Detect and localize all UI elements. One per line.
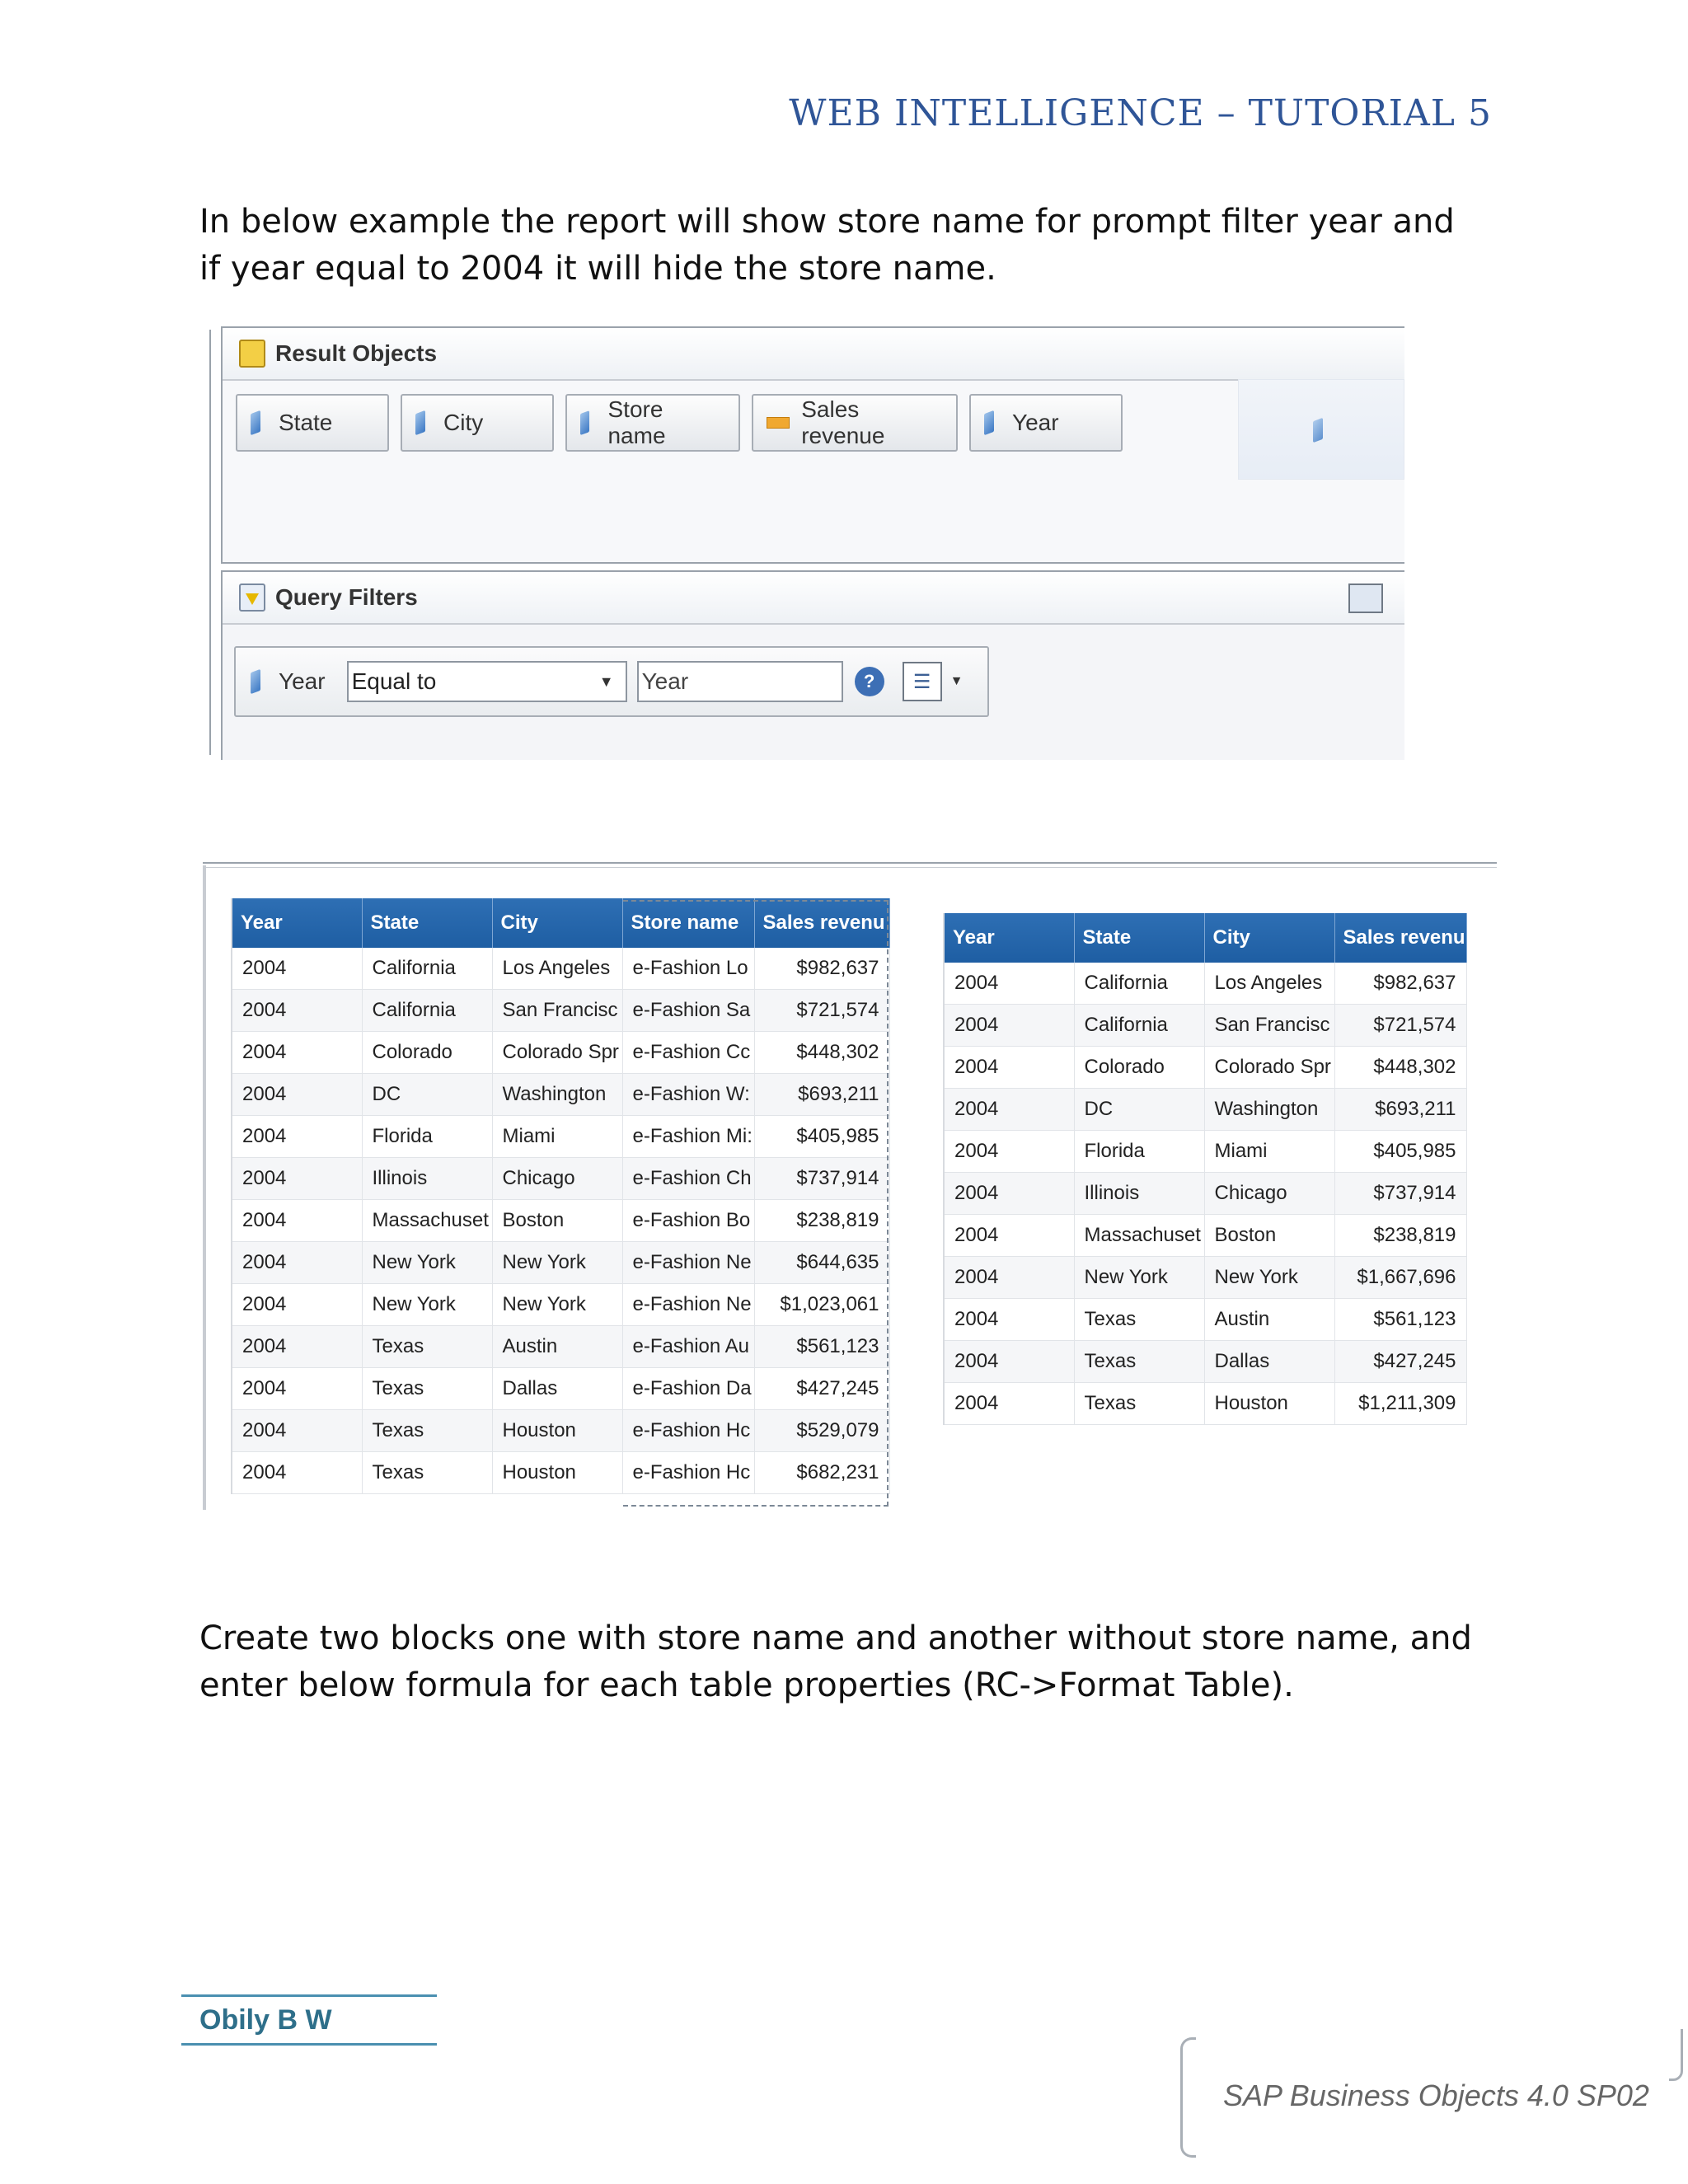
table-cell: 2004: [232, 1368, 362, 1410]
table-cell: $737,914: [754, 1158, 889, 1200]
query-filters-title: Query Filters: [275, 584, 418, 610]
table-cell: Florida: [1074, 1131, 1204, 1173]
filter-operand-value: Year: [641, 668, 689, 694]
result-objects-title: Result Objects: [275, 340, 438, 366]
table-cell: 2004: [232, 1452, 362, 1494]
table-row: [944, 1383, 1466, 1425]
table-cell: Texas: [362, 1452, 492, 1494]
dimension-icon: [580, 410, 589, 435]
table-cell: Dallas: [1204, 1341, 1334, 1383]
bracket-left: [1180, 2037, 1196, 2158]
table-cell: Massachuset: [362, 1200, 492, 1242]
table-cell: Los Angeles: [1204, 963, 1334, 1005]
table-cell: 2004: [944, 1341, 1074, 1383]
footer-product-box: [1180, 2029, 1685, 2161]
intro-paragraph: In below example the report will show store name for prompt filter year and if year equal to 2004 it will hide the store name.: [199, 203, 1455, 288]
result-objects-header: [223, 328, 1404, 381]
table-cell: 2004: [232, 1074, 362, 1116]
result-objects-icon: [239, 340, 265, 368]
dimension-icon: [1313, 418, 1323, 443]
table-cell: Houston: [1204, 1383, 1334, 1425]
table-cell: $1,667,696: [1334, 1257, 1466, 1299]
document-header-title: WEB INTELLIGENCE – TUTORIAL 5: [789, 92, 1492, 134]
query-panel-screenshot: [206, 326, 1403, 758]
column-header[interactable]: Sales revenu: [754, 898, 889, 948]
table-cell: $448,302: [754, 1032, 889, 1074]
result-object-label: Sales revenue: [801, 396, 885, 448]
table-cell: 2004: [944, 1215, 1074, 1257]
table-cell: Colorado: [1074, 1047, 1204, 1089]
table-row: [944, 1089, 1466, 1131]
table-cell: Miami: [492, 1116, 622, 1158]
table-cell: Houston: [492, 1410, 622, 1452]
table-cell: Miami: [1204, 1131, 1334, 1173]
dimension-icon: [415, 410, 425, 435]
table-cell: $982,637: [754, 948, 889, 990]
table-cell: Houston: [492, 1452, 622, 1494]
table-cell: e-Fashion Da: [622, 1368, 754, 1410]
table-cell: 2004: [944, 1047, 1074, 1089]
table-cell: $427,245: [1334, 1341, 1466, 1383]
query-filters-header: [223, 572, 1404, 625]
table-cell: Texas: [1074, 1383, 1204, 1425]
prompt-icon[interactable]: ?: [855, 667, 884, 696]
table-cell: $561,123: [754, 1326, 889, 1368]
result-object-store-name[interactable]: [565, 394, 740, 452]
table-cell: New York: [1204, 1257, 1334, 1299]
table-cell: e-Fashion W:: [622, 1074, 754, 1116]
table-cell: Austin: [1204, 1299, 1334, 1341]
chevron-down-icon[interactable]: ▼: [950, 674, 964, 688]
table-cell: New York: [362, 1242, 492, 1284]
table-row: [944, 1131, 1466, 1173]
result-object-city[interactable]: [401, 394, 554, 452]
result-objects-list: [236, 394, 1123, 452]
dimension-icon: [251, 669, 260, 694]
table-cell: $238,819: [1334, 1215, 1466, 1257]
table-cell: Massachuset: [1074, 1215, 1204, 1257]
table-cell: Dallas: [492, 1368, 622, 1410]
table-cell: $427,245: [754, 1368, 889, 1410]
table-cell: Texas: [362, 1326, 492, 1368]
measure-icon: [767, 417, 790, 429]
table-cell: 2004: [232, 1242, 362, 1284]
table-cell: Florida: [362, 1116, 492, 1158]
table-cell: $561,123: [1334, 1299, 1466, 1341]
table-cell: $682,231: [754, 1452, 889, 1494]
table-cell: $1,023,061: [754, 1284, 889, 1326]
column-header[interactable]: Sales revenu: [1334, 913, 1466, 963]
result-object-label: Year: [1012, 410, 1059, 435]
column-header[interactable]: City: [492, 898, 622, 948]
table-cell: e-Fashion Au: [622, 1326, 754, 1368]
table-cell: e-Fashion Lo: [622, 948, 754, 990]
table-cell: $405,985: [754, 1116, 889, 1158]
table-cell: 2004: [944, 1005, 1074, 1047]
table-cell: e-Fashion Hc: [622, 1452, 754, 1494]
filter-operator-value: Equal to: [351, 668, 437, 694]
table-row: [944, 1299, 1466, 1341]
table-cell: Washington: [1204, 1089, 1334, 1131]
dimension-icon: [984, 410, 994, 435]
table-cell: 2004: [232, 990, 362, 1032]
table-cell: e-Fashion Sa: [622, 990, 754, 1032]
result-object-label: Store name: [607, 396, 666, 448]
drag-ghost-object: [1238, 379, 1404, 480]
table-cell: Colorado: [362, 1032, 492, 1074]
table-cell: 2004: [232, 1284, 362, 1326]
table-cell: $982,637: [1334, 963, 1466, 1005]
table-cell: 2004: [232, 948, 362, 990]
table-cell: Chicago: [492, 1158, 622, 1200]
column-header[interactable]: Store name: [622, 898, 754, 948]
table-cell: e-Fashion Bo: [622, 1200, 754, 1242]
table-cell: California: [362, 990, 492, 1032]
table-cell: $644,635: [754, 1242, 889, 1284]
selected-columns-outline: [623, 900, 889, 1507]
panel-rail: [209, 330, 218, 755]
table-cell: 2004: [232, 1200, 362, 1242]
table-cell: 2004: [944, 1257, 1074, 1299]
table-cell: Texas: [1074, 1299, 1204, 1341]
value-list-icon[interactable]: ☰: [903, 662, 942, 701]
table-cell: New York: [492, 1284, 622, 1326]
table-cell: 2004: [232, 1410, 362, 1452]
filter-properties-icon[interactable]: [1348, 583, 1383, 613]
table-cell: $721,574: [1334, 1005, 1466, 1047]
table-cell: e-Fashion Ne: [622, 1242, 754, 1284]
table-cell: 2004: [944, 1173, 1074, 1215]
dimension-icon: [251, 410, 260, 435]
table-cell: $529,079: [754, 1410, 889, 1452]
table-cell: 2004: [232, 1158, 362, 1200]
table-row: [944, 1215, 1466, 1257]
table-cell: $721,574: [754, 990, 889, 1032]
chevron-down-icon: ▼: [598, 673, 614, 690]
table-cell: Colorado Spr: [492, 1032, 622, 1074]
instruction-paragraph: Create two blocks one with store name and another without store name, and enter below formula for each table properties (RC->Format Table).: [199, 1619, 1472, 1704]
table-cell: e-Fashion Hc: [622, 1410, 754, 1452]
table-cell: California: [362, 948, 492, 990]
table-cell: 2004: [232, 1032, 362, 1074]
table-cell: Illinois: [1074, 1173, 1204, 1215]
footer-author: Obily B W: [181, 1994, 437, 2046]
query-filters-pane: [221, 570, 1404, 760]
filter-object-label: Year: [279, 668, 326, 694]
query-filter-row: [234, 646, 989, 717]
column-header[interactable]: City: [1204, 913, 1334, 963]
table-cell: e-Fashion Mi:: [622, 1116, 754, 1158]
table-row: [944, 1341, 1466, 1383]
table-without-store-name: [943, 913, 1467, 1425]
report-tab-divider: [203, 862, 1497, 868]
table-cell: $737,914: [1334, 1173, 1466, 1215]
table-cell: $405,985: [1334, 1131, 1466, 1173]
table-cell: $1,211,309: [1334, 1383, 1466, 1425]
table-cell: e-Fashion Cc: [622, 1032, 754, 1074]
table-cell: Boston: [1204, 1215, 1334, 1257]
table-cell: 2004: [232, 1326, 362, 1368]
table-cell: Los Angeles: [492, 948, 622, 990]
table-cell: e-Fashion Ne: [622, 1284, 754, 1326]
table-cell: New York: [362, 1284, 492, 1326]
table-cell: $448,302: [1334, 1047, 1466, 1089]
filter-icon: [239, 583, 265, 612]
table-cell: 2004: [944, 1299, 1074, 1341]
table-cell: $238,819: [754, 1200, 889, 1242]
table-row: [944, 1257, 1466, 1299]
column-header[interactable]: Year: [944, 913, 1074, 963]
table-cell: DC: [362, 1074, 492, 1116]
table-cell: 2004: [944, 1089, 1074, 1131]
table-cell: Washington: [492, 1074, 622, 1116]
result-object-label: City: [443, 410, 484, 435]
result-object-label: State: [279, 410, 333, 435]
table-cell: 2004: [232, 1116, 362, 1158]
result-object-state[interactable]: [236, 394, 389, 452]
filter-operand-input[interactable]: [637, 661, 843, 702]
table-cell: Texas: [362, 1410, 492, 1452]
table-cell: DC: [1074, 1089, 1204, 1131]
table-cell: $693,211: [754, 1074, 889, 1116]
result-object-year[interactable]: [969, 394, 1123, 452]
filter-operator-select[interactable]: [347, 661, 627, 702]
table-cell: Texas: [1074, 1341, 1204, 1383]
table-cell: Texas: [362, 1368, 492, 1410]
table-cell: New York: [1074, 1257, 1204, 1299]
column-header[interactable]: State: [362, 898, 492, 948]
table-cell: 2004: [944, 963, 1074, 1005]
bracket-right: [1669, 2029, 1683, 2081]
table-cell: Illinois: [362, 1158, 492, 1200]
table-row: [944, 1173, 1466, 1215]
table-cell: New York: [492, 1242, 622, 1284]
table-cell: Colorado Spr: [1204, 1047, 1334, 1089]
table-cell: Austin: [492, 1326, 622, 1368]
table-cell: San Francisc: [1204, 1005, 1334, 1047]
table-cell: California: [1074, 1005, 1204, 1047]
table-cell: San Francisc: [492, 990, 622, 1032]
column-header[interactable]: State: [1074, 913, 1204, 963]
result-objects-pane: [221, 326, 1404, 564]
column-header[interactable]: Year: [232, 898, 362, 948]
table-cell: $693,211: [1334, 1089, 1466, 1131]
table-cell: e-Fashion Ch: [622, 1158, 754, 1200]
table-row: [944, 1047, 1466, 1089]
table-cell: 2004: [944, 1131, 1074, 1173]
table-cell: 2004: [944, 1383, 1074, 1425]
table-cell: Chicago: [1204, 1173, 1334, 1215]
result-object-sales-revenue[interactable]: [752, 394, 958, 452]
footer-product: SAP Business Objects 4.0 SP02: [1223, 2079, 1649, 2112]
table-row: [944, 963, 1466, 1005]
report-left-rail: [203, 865, 206, 1510]
table-row: [944, 1005, 1466, 1047]
table-cell: California: [1074, 963, 1204, 1005]
table-cell: Boston: [492, 1200, 622, 1242]
